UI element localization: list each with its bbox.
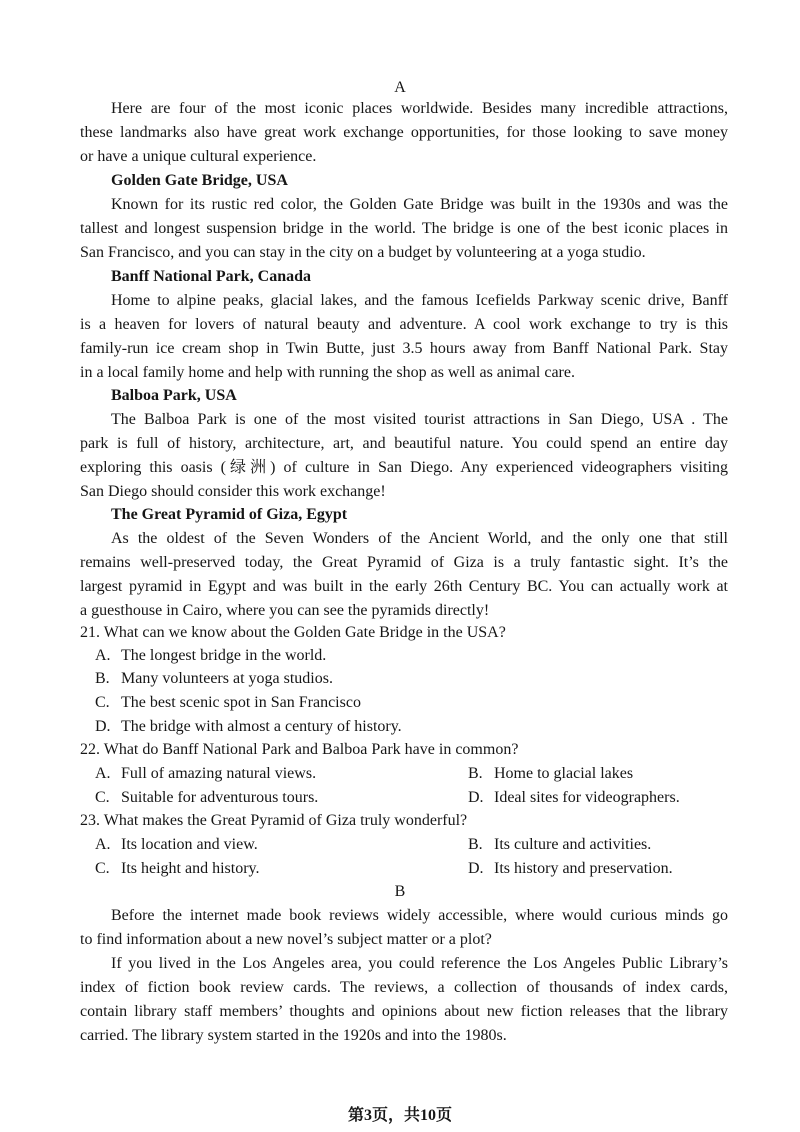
option-text: Ideal sites for videographers.	[494, 789, 680, 806]
question-number: 22.	[80, 741, 100, 758]
option-letter: C.	[95, 860, 110, 877]
banff-line-2: is a heaven for lovers of natural beauty and adventure. A cool work exchange to try is this	[80, 316, 728, 333]
passage-a-label: A	[394, 79, 406, 96]
option-text: The best scenic spot in San Francisco	[121, 694, 361, 711]
option-text: Its location and view.	[121, 836, 258, 853]
passage-b-line-3: If you lived in the Los Angeles area, you could reference the Los Angeles Public Library’s	[111, 955, 728, 972]
option-letter: D.	[95, 718, 111, 735]
pyramid-line-1: As the oldest of the Seven Wonders of the Ancient World, and the only one that still	[111, 530, 728, 547]
q23-option-c[interactable]	[95, 859, 260, 879]
banff-line-4: in a local family home and help with running the shop as well as animal care.	[80, 364, 575, 381]
option-letter: D.	[468, 860, 484, 877]
question-text: What can we know about the Golden Gate Bridge in the USA?	[103, 624, 506, 641]
passage-b-line-5: contain library staff members’ thoughts and opinions about new fiction releases that the library	[80, 1003, 728, 1020]
option-text: Many volunteers at yoga studios.	[121, 670, 333, 687]
page-footer: 第3页，共10页	[347, 1107, 452, 1124]
option-text: Home to glacial lakes	[494, 765, 634, 782]
question-number: 23.	[80, 812, 100, 829]
question-text: What makes the Great Pyramid of Giza truly wonderful?	[103, 812, 468, 829]
golden-gate-line-3: San Francisco, and you can stay in the city on a budget by volunteering at a yoga studio.	[80, 244, 646, 261]
pyramid-line-2: remains well-preserved today, the Great Pyramid of Giza is a truly fantastic sight. It’s the	[80, 554, 728, 571]
option-letter: C.	[95, 789, 110, 806]
q23-option-d[interactable]	[468, 859, 673, 879]
passage-b-line-1: Before the internet made book reviews widely accessible, where would curious minds go	[111, 907, 728, 924]
option-text: Its height and history.	[121, 860, 260, 877]
option-text: The longest bridge in the world.	[121, 647, 327, 664]
option-text: Its culture and activities.	[494, 836, 652, 853]
balboa-line-1: The Balboa Park is one of the most visited tourist attractions in San Diego, USA . The	[111, 411, 728, 428]
q23-option-b[interactable]	[468, 835, 651, 855]
pyramid-line-4: a guesthouse in Cairo, where you can see the pyramids directly!	[80, 602, 490, 619]
q22-option-c[interactable]	[95, 788, 318, 808]
option-letter: D.	[468, 789, 484, 806]
intro-line-2: these landmarks also have great work exchange opportunities, for those looking to save money	[80, 124, 728, 141]
q22-option-a[interactable]	[95, 764, 316, 784]
q21-option-a[interactable]	[95, 646, 326, 666]
golden-gate-line-1: Known for its rustic red color, the Golden Gate Bridge was built in the 1930s and was the	[111, 196, 728, 213]
question-number: 21.	[80, 624, 100, 641]
option-letter: C.	[95, 694, 110, 711]
question-text: What do Banff National Park and Balboa Park have in common?	[103, 741, 519, 758]
q21-option-d[interactable]	[95, 717, 402, 737]
intro-line-3: or have a unique cultural experience.	[80, 148, 317, 165]
q22-option-b[interactable]	[468, 764, 633, 784]
question-23	[80, 811, 728, 831]
passage-b-line-2: to find information about a new novel’s subject matter or a plot?	[80, 931, 492, 948]
q23-option-a[interactable]	[95, 835, 258, 855]
banff-line-3: family-run ice cream shop in Twin Butte, just 3.5 hours away from Banff National Park. Stay	[80, 340, 728, 357]
option-text: Suitable for adventurous tours.	[121, 789, 319, 806]
q22-option-d[interactable]	[468, 788, 680, 808]
passage-b-line-6: carried. The library system started in the 1920s and into the 1980s.	[80, 1027, 507, 1044]
balboa-line-3: exploring this oasis (绿洲) of culture in San Diego. Any experienced videographers visiting	[80, 459, 728, 476]
section-heading-balboa: Balboa Park, USA	[111, 387, 237, 404]
option-letter: A.	[95, 765, 111, 782]
option-letter: A.	[95, 647, 111, 664]
option-text: The bridge with almost a century of history.	[121, 718, 402, 735]
q21-option-b[interactable]	[95, 669, 333, 689]
question-22	[80, 740, 728, 760]
passage-b-line-4: index of fiction book review cards. The reviews, a collection of thousands of index cards,	[80, 979, 728, 996]
option-text: Its history and preservation.	[494, 860, 673, 877]
question-21	[80, 623, 728, 643]
option-letter: A.	[95, 836, 111, 853]
option-letter: B.	[468, 836, 483, 853]
pyramid-line-3: largest pyramid in Egypt and was built in the early 26th Century BC. You can actually work at	[80, 578, 728, 595]
option-letter: B.	[468, 765, 483, 782]
option-letter: B.	[95, 670, 110, 687]
section-heading-golden-gate: Golden Gate Bridge, USA	[111, 172, 288, 189]
banff-line-1: Home to alpine peaks, glacial lakes, and the famous Icefields Parkway scenic drive, Banff	[111, 292, 728, 309]
q21-option-c[interactable]	[95, 693, 361, 713]
golden-gate-line-2: tallest and longest suspension bridge in the world. The bridge is one of the best iconic places in	[80, 220, 728, 237]
balboa-line-4: San Diego should consider this work exchange!	[80, 483, 386, 500]
intro-line-1: Here are four of the most iconic places worldwide. Besides many incredible attractions,	[111, 100, 728, 117]
option-text: Full of amazing natural views.	[121, 765, 317, 782]
passage-b-label: B	[394, 883, 406, 900]
section-heading-banff: Banff National Park, Canada	[111, 268, 312, 285]
section-heading-pyramid: The Great Pyramid of Giza, Egypt	[111, 506, 348, 523]
balboa-line-2: park is full of history, architecture, art, and beautiful nature. You could spend an entire day	[80, 435, 728, 452]
